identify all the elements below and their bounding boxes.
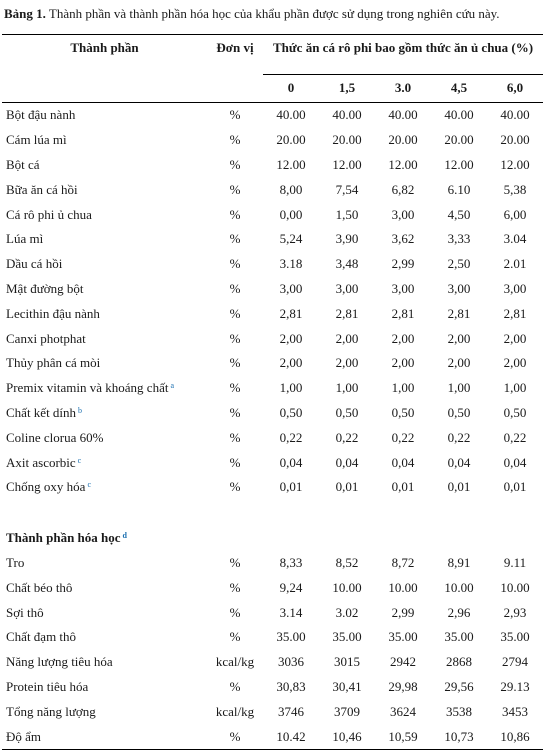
unit-cell: % [229,479,241,495]
value-cell: 0,01 [447,479,471,495]
ingredient-label: Bột cá [6,156,40,172]
header-diet-group: Thức ăn cá rô phi bao gồm thức ăn ủ chua (%) [263,35,543,75]
value-cell: 40.00 [388,107,418,123]
table-row [2,351,543,376]
value-cell: 0,04 [279,454,303,470]
footnote-marker: a [170,381,175,391]
ingredient-name [2,277,207,302]
ingredient-label: Bột đậu nành [6,107,76,123]
value-cell: 0,50 [391,404,415,420]
value-cell: 0,04 [503,454,527,470]
value-cell: 3624 [390,703,416,719]
table-row [2,425,543,450]
unit-cell: % [229,132,241,148]
header-ingredient: Thành phần [2,35,207,103]
table-row [2,277,543,302]
value-cell: 0,22 [503,429,527,445]
value-cell: 3,62 [391,231,415,247]
value-cell: 2,00 [447,330,471,346]
caption-text: Thành phần và thành phần hóa học của khẩu phần được sử dụng trong nghiên cứu này. [45,6,500,21]
value-cell: 2,00 [279,355,303,371]
ingredient-label: Chống oxy hóa [6,479,86,495]
value-cell: 3746 [278,703,304,719]
ingredient-label: Năng lượng tiêu hóa [6,654,113,670]
value-cell: 0,01 [503,479,527,495]
value-cell: 1,00 [503,380,527,396]
value-cell: 3,00 [279,280,303,296]
ingredient-name [2,401,207,426]
unit-cell: % [229,454,241,470]
value-cell: 10,86 [487,724,543,749]
value-cell: 20.00 [276,132,306,148]
value-cell: 29,56 [444,678,474,694]
section-heading [2,518,543,551]
ingredient-name [2,153,207,178]
unit-cell: % [229,330,241,346]
value-cell: 5,24 [279,231,303,247]
value-cell: 3,00 [391,280,415,296]
value-cell: 3,00 [503,280,527,296]
table-row [2,551,543,576]
unit-cell: % [207,724,263,749]
value-cell: 0,50 [503,404,527,420]
value-cell: 0,22 [391,429,415,445]
header-level: 0 [263,75,319,103]
value-cell: 1,00 [391,380,415,396]
table-row [2,103,543,128]
ingredient-name [2,551,207,576]
table-body [2,103,543,750]
value-cell: 4,50 [447,206,471,222]
ingredient-label: Thủy phân cá mòi [6,355,101,371]
ingredient-label: Chất đạm thô [6,629,77,645]
unit-cell: % [229,429,241,445]
value-cell: 35.00 [444,629,474,645]
value-cell: 0,50 [447,404,471,420]
value-cell: 20.00 [388,132,418,148]
value-cell: 2,00 [391,355,415,371]
value-cell: 20.00 [332,132,362,148]
ingredient-name [2,450,207,475]
value-cell: 3709 [334,703,360,719]
ingredient-label: Lúa mì [6,231,44,247]
value-cell: 2,81 [503,305,527,321]
value-cell: 10,46 [319,724,375,749]
ingredient-name [2,650,207,675]
value-cell: 35.00 [388,629,418,645]
ingredient-label: Chất kết dính [6,404,77,420]
value-cell: 0,22 [447,429,471,445]
spacer-cell [2,500,543,518]
value-cell: 1,00 [447,380,471,396]
value-cell: 9.11 [503,554,527,570]
value-cell: 3.14 [279,604,303,620]
ingredient-name [2,376,207,401]
value-cell: 2,99 [391,256,415,272]
unit-cell: % [229,231,241,247]
value-cell: 2,00 [335,330,359,346]
table-row [2,475,543,500]
ingredient-label: Canxi photphat [6,330,86,346]
ingredient-name [2,724,207,749]
section-row [2,518,543,551]
table-row [2,202,543,227]
value-cell: 2,00 [447,355,471,371]
ingredient-name [2,425,207,450]
value-cell: 2,00 [391,330,415,346]
caption-label: Bảng 1. [4,6,46,21]
value-cell: 2,93 [503,604,527,620]
ingredient-name [2,475,207,500]
value-cell: 2,00 [279,330,303,346]
value-cell: 0,01 [279,479,303,495]
ingredient-name [2,675,207,700]
value-cell: 2,00 [335,355,359,371]
value-cell: 10,73 [431,724,487,749]
value-cell: 8,33 [279,554,303,570]
value-cell: 35.00 [500,629,530,645]
value-cell: 2868 [446,654,472,670]
value-cell: 1,50 [335,206,359,222]
value-cell: 12.00 [388,156,418,172]
value-cell: 40.00 [500,107,530,123]
ingredient-label: Tổng năng lượng [6,703,96,719]
value-cell: 8,52 [335,554,359,570]
ingredient-name [2,625,207,650]
value-cell: 2,81 [391,305,415,321]
value-cell: 2,99 [391,604,415,620]
unit-cell: % [229,604,241,620]
ingredient-label: Chất béo thô [6,579,73,595]
unit-cell: % [229,181,241,197]
value-cell: 3.02 [335,604,359,620]
ingredient-name [2,326,207,351]
ingredient-label: Độ ẩm [6,728,42,744]
value-cell: 2942 [390,654,416,670]
header-level: 1,5 [319,75,375,103]
value-cell: 30,83 [276,678,306,694]
ingredient-name [2,227,207,252]
table-row [2,401,543,426]
value-cell: 0,04 [391,454,415,470]
unit-cell: % [229,629,241,645]
ingredient-label: Bữa ăn cá hồi [6,181,78,197]
value-cell: 3,00 [447,280,471,296]
value-cell: 3453 [502,703,529,719]
ingredient-label: Cá rô phi ủ chua [6,206,92,222]
table-row [2,227,543,252]
value-cell: 10.00 [500,579,530,595]
ingredient-name [2,128,207,153]
table-row [2,575,543,600]
value-cell: 3,33 [447,231,471,247]
ingredient-label: Tro [6,554,25,570]
header-level: 3.0 [375,75,431,103]
value-cell: 12.00 [332,156,362,172]
value-cell: 1,00 [335,380,359,396]
value-cell: 3.04 [503,231,527,247]
value-cell: 29.13 [500,678,530,694]
value-cell: 3,00 [391,206,415,222]
value-cell: 29,98 [388,678,418,694]
spacer-row [2,500,543,518]
value-cell: 2,00 [503,355,527,371]
value-cell: 10,59 [375,724,431,749]
table-row [2,650,543,675]
ingredient-label: Cám lúa mì [6,132,67,148]
ingredient-label: Premix vitamin và khoáng chất [6,380,169,396]
footnote-marker: c [77,455,82,465]
table-row [2,376,543,401]
value-cell: 10.42 [263,724,319,749]
value-cell: 3.18 [279,256,303,272]
value-cell: 35.00 [332,629,362,645]
value-cell: 2,96 [447,604,471,620]
unit-cell: % [229,404,241,420]
footnote-marker: d [122,531,127,541]
ingredient-label: Coline clorua 60% [6,429,104,445]
value-cell: 3,48 [335,256,359,272]
value-cell: 7,54 [335,181,359,197]
ingredient-name [2,699,207,724]
value-cell: 40.00 [276,107,306,123]
ingredient-name [2,301,207,326]
value-cell: 0,01 [391,479,415,495]
table-row [2,252,543,277]
value-cell: 2,81 [279,305,303,321]
section-title: Thành phần hóa học [6,530,121,546]
unit-cell: % [229,280,241,296]
value-cell: 8,72 [391,554,415,570]
value-cell: 2,00 [503,330,527,346]
unit-cell: % [229,355,241,371]
header-level: 6,0 [487,75,543,103]
value-cell: 10.00 [444,579,474,595]
unit-cell: % [229,678,241,694]
value-cell: 0,01 [335,479,359,495]
table-row [2,450,543,475]
value-cell: 2,81 [447,305,471,321]
ingredient-label: Protein tiêu hóa [6,678,89,694]
value-cell: 0,22 [279,429,303,445]
ingredient-label: Axit ascorbic [6,454,76,470]
ingredient-name [2,351,207,376]
ingredient-label: Dầu cá hồi [6,256,63,272]
ingredient-name [2,600,207,625]
footnote-marker: b [78,405,83,415]
table-row [2,326,543,351]
value-cell: 0,04 [447,454,471,470]
value-cell: 3538 [446,703,472,719]
value-cell: 40.00 [444,107,474,123]
table-caption [4,6,544,22]
value-cell: 0,50 [279,404,303,420]
footnote-marker: c [87,480,92,490]
composition-table [2,34,543,750]
table-row [2,177,543,202]
unit-cell: kcal/kg [215,703,255,719]
value-cell: 10.00 [332,579,362,595]
value-cell: 8,91 [447,554,471,570]
unit-cell: % [229,305,241,321]
value-cell: 20.00 [500,132,530,148]
table-row [2,301,543,326]
value-cell: 12.00 [276,156,306,172]
unit-cell: % [229,579,241,595]
table-row [2,600,543,625]
value-cell: 2,81 [335,305,359,321]
value-cell: 6,00 [503,206,527,222]
value-cell: 2794 [502,654,529,670]
header-unit: Đơn vị [207,35,263,103]
value-cell: 20.00 [444,132,474,148]
value-cell: 0,50 [335,404,359,420]
value-cell: 6.10 [447,181,471,197]
ingredient-name [2,252,207,277]
value-cell: 40.00 [332,107,362,123]
value-cell: 2.01 [503,256,527,272]
table-row [2,625,543,650]
unit-cell: % [229,206,241,222]
table-row [2,699,543,724]
unit-cell: % [229,256,241,272]
table-row [2,724,543,749]
ingredient-name [2,103,207,128]
value-cell: 8,00 [279,181,303,197]
ingredient-label: Lecithin đậu nành [6,305,100,321]
unit-cell: % [229,380,241,396]
value-cell: 9,24 [279,579,303,595]
header-level: 4,5 [431,75,487,103]
table-row [2,153,543,178]
ingredient-label: Mật đường bột [6,280,84,296]
value-cell: 6,82 [391,181,415,197]
value-cell: 30,41 [332,678,362,694]
value-cell: 3015 [334,654,360,670]
unit-cell: % [229,554,241,570]
value-cell: 3036 [278,654,304,670]
value-cell: 0,00 [279,206,303,222]
value-cell: 12.00 [444,156,474,172]
value-cell: 10.00 [388,579,418,595]
value-cell: 0,04 [335,454,359,470]
table-row [2,675,543,700]
unit-cell: kcal/kg [215,654,255,670]
value-cell: 12.00 [500,156,530,172]
table-row [2,128,543,153]
value-cell: 3,00 [335,280,359,296]
value-cell: 2,50 [447,256,471,272]
value-cell: 0,22 [335,429,359,445]
value-cell: 5,38 [503,181,527,197]
ingredient-name [2,575,207,600]
value-cell: 1,00 [279,380,303,396]
ingredient-label: Sợi thô [6,604,44,620]
ingredient-name [2,202,207,227]
ingredient-name [2,177,207,202]
value-cell: 35.00 [276,629,306,645]
unit-cell: % [229,107,241,123]
unit-cell: % [229,156,241,172]
value-cell: 3,90 [335,231,359,247]
